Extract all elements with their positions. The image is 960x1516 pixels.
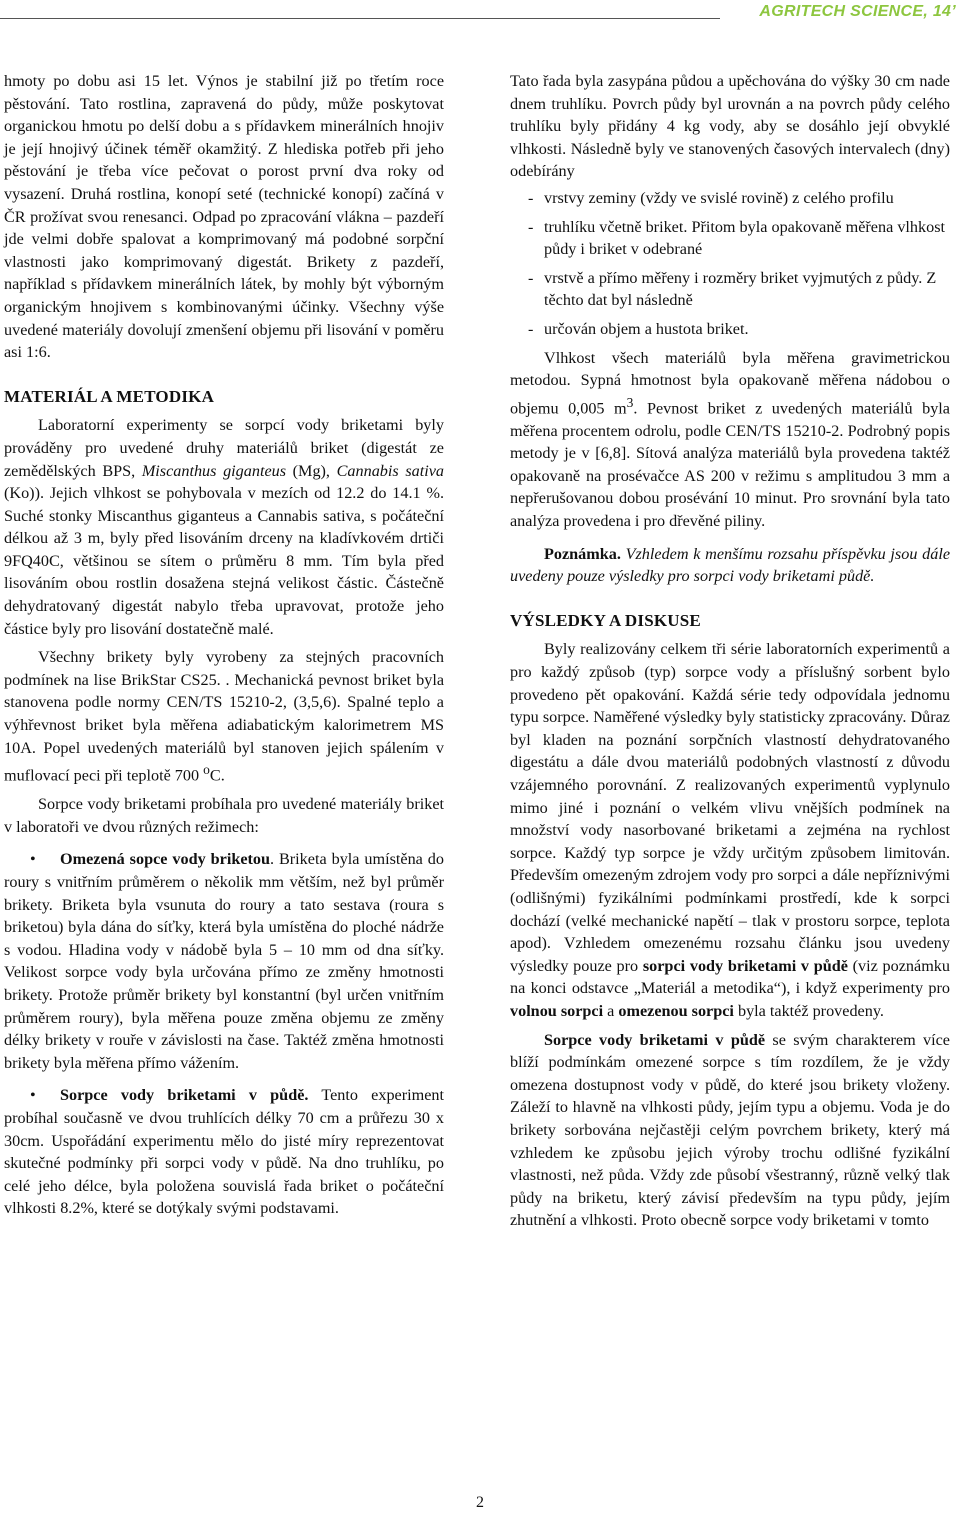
continuation-paragraph: Tato řada byla zasypána půdou a upěchována do výšky 30 cm nade dnem truhlíku. Povrch půdy byl urovnán a na povrch půdy celého truhlíku byly přidány 4 kg vody, aby se dosáhlo její obvyklé vlhkosti. Následně byly ve stanovených časových intervalech (dny) odebírány [510, 72, 950, 181]
dash-icon: - [528, 268, 534, 287]
list-item-text: vrstvy zeminy (vždy ve svislé rovině) z celého profilu [544, 188, 894, 207]
page-number: 2 [476, 1494, 484, 1511]
text-run: . Pevnost briket z uvedených materiálů byla měřena procentem odrolu, podle CEN/TS 15210-2. Podrobný popis metody je v [6,8]. Sítová analýza materiálů byla provedena taktéž opakovaně na prosévačce AS 200 v režimu s amplitudou 3 mm a nepřerušovanou dobou prosévání 10 minut. Pro srovnání byla tato analýza provedena i pro dřevěné piliny. [510, 399, 950, 531]
results-paragraph-1 [510, 638, 950, 1022]
bullet-icon: • [30, 1086, 36, 1105]
text-run: Laboratorní experimenty se sorpcí vody briketami byly prováděny pro uvedené druhy materiálů briket (digestát ze zemědělských BPS, [4, 416, 444, 480]
bullet-text: Tento experiment probíhal současně ve dvou truhlících délky 70 cm a průřezu 30 x 30cm. Uspořádání experimentu mělo do jisté míry reprezentovat skutečné podmínky při sorpci vody v půdě. Na dno truhlíku, po celé jeho délce, byla položena souvislá řada briket o počáteční vlhkosti 8.2%, které se dotýkaly svými podstavami. [4, 1086, 444, 1218]
list-item-text: truhlíku včetně briket. Přitom byla opakovaně měřena vlhkost půdy i briket v odebrané [544, 217, 945, 259]
text-run: Byly realizovány celkem tři série laboratorních experimentů a pro každý způsob (typ) sorpce vody a příslušný sorbent bylo provedeno pět opakování. Každá série tedy odpovídala jednomu typu sorpce. Naměřené výsledky byly statisticky zpracovány. Důraz byl kladen na poznání sorpčních vlastností dehydratovaného digestátu a dále dvou materiálů podobných vlastností z důvodu vzájemného porovnání. Z realizovaných experimentů vyplynulo mimo jiné i poznání o velkém vlivu vnějších podmínek na množství vody nasorbované briketami a zejména na rychlost sorpce. Každý typ sorpce je vždy určitým způsobem limitován. Především omezeným zdrojem vody pro sorpci a dále nepříznivými (odlišnými) fyzikálními podmínkami prostředí, kde k sorpci dochází (velké mechanické napětí – tlak v prostoru sorpce, teplota apod). Vzhledem omezenému rozsahu článku jsou uvedeny výsledky pouze pro [510, 640, 950, 975]
brand-suffix: ’ [951, 3, 956, 20]
text-run: (Mg), [286, 461, 337, 480]
list-item-text: určován objem a hustota briket. [544, 319, 749, 338]
note-text: Vzhledem k menšímu rozsahu příspěvku jsou dále uvedeny pouze výsledky pro sorpci vody briketami půdě. [510, 544, 950, 586]
bold-run: Sorpce vody briketami v půdě [544, 1030, 766, 1049]
methods-paragraph-2 [4, 646, 444, 787]
brand-science: SCIENCE, 14 [845, 3, 952, 20]
sampling-list [510, 187, 950, 341]
text-run: a [603, 1001, 619, 1020]
text-run: (Ko)). Jejich vlhkost se pohybovala v mezích od 12.2 do 14.1 %. Suché stonky Miscanthus giganteus a Cannabis sativa, s počáteční délkou až 3 m, byly před lisováním drceny na kladívkovém drtiči 9FQ40C, většinou se sítem o průměru 8 mm. Tím byla před lisováním obou rostlin dosažena stejná velikost částic. Částečně dehydratovaný digestát nabylo třeba upravovat, protože jeho částice byly pro lisování dostatečně malé. [4, 484, 444, 638]
bullet-icon: • [30, 850, 36, 869]
header-rule [0, 18, 720, 19]
bullet-item-soil-sorption [4, 1084, 444, 1220]
list-item-text: vrstvě a přímo měřeny i rozměry briket vyjmutých z půdy. Z těchto dat byl následně [544, 268, 937, 310]
text-run: Všechny brikety byly vyrobeny za stejných pracovních podmínek na lise BrikStar CS25. . Mechanická pevnost briket byla stanovena podle normy CEN/TS 15210-2, (3,5,6). Spalné teplo a výhřevnost briket byla měřena adiabatickým kalorimetrem MS 10A. Popel uvedených materiálů byl stanoven jejich spálením v muflovací peci při teplotě 700 [4, 648, 444, 785]
bold-run: volnou sorpci [510, 1001, 604, 1020]
methods-paragraph-3: Sorpce vody briketami probíhala pro uvedené materiály briket v laboratoři ve dvou různých režimech: [4, 795, 444, 836]
species-cannabis: Cannabis sativa [336, 461, 444, 480]
bold-run: omezenou sorpci [618, 1001, 734, 1020]
bullet-title: Omezená sopce vody briketou [60, 850, 270, 869]
superscript-3: 3 [626, 394, 634, 410]
list-item [510, 267, 950, 312]
intro-paragraph: hmoty po dobu asi 15 let. Výnos je stabilní již po třetím roce pěstování. Tato rostlina, zapravená do půdy, může poskytovat organickou hmotu po delší dobu a s přídavkem minerálních hnojiv je její hnojivý účinek téměř okamžitý. Z hlediska potřeb při jeho pěstování je třeba více pečovat o porost první dva roky od vysazení. Druhá rostlina, konopí seté (technické konopí) začíná v ČR prožívat svou renesanci. Odpad po zpracování vlákna – pazdeří jde velmi dobře spalovat a komprimovaný má podobné sorpční vlastnosti jako komprimovaný digestát. Brikety z pazdeří, například s přídavkem minerálních látek, by mohly být výborným organickým hnojivem s kombinovanými účinky. Všechny výše uvedené materiály dovolují zmenšení objemu při lisování v poměru asi 1:6. [4, 72, 444, 362]
note-paragraph [510, 543, 950, 588]
brand-agri: AGRI [759, 3, 801, 20]
methods-paragraph-4 [510, 347, 950, 533]
list-item [510, 318, 950, 341]
text-run: byla taktéž provedeny. [733, 1001, 884, 1020]
results-paragraph-2 [510, 1029, 950, 1232]
left-column [4, 70, 444, 1220]
section-heading-methods: MATERIÁL A METODIKA [4, 386, 215, 406]
degree-symbol: o [203, 762, 210, 778]
note-label: Poznámka. [544, 544, 621, 563]
species-miscanthus: Miscanthus giganteus [141, 461, 287, 480]
running-header [0, 0, 960, 32]
text-run: se svým charakterem více blíží podmínkám omezené sorpce s tím rozdílem, že je vždy omezena dostupnost vody v půdě, do které jsou brikety vloženy. Záleží to hlavně na vlhkosti půdy, jejím typu a objemu. Voda je do brikety sorbována nejčastěji celým povrchem brikety, který má vzhledem ke způsobu jejich výroby trochu odlišné fyzikální vlastnosti, než půda. Vždy zde působí všestranný, různě velký tlak půdy na briketu, který závisí především na typu půdy, jejím zhutnění a vlhkosti. Proto obecně sorpce vody briketami v tomto [510, 1030, 950, 1230]
list-item [510, 216, 950, 261]
dash-icon: - [528, 188, 534, 207]
text-run: Vlhkost všech materiálů byla měřena gravimetrickou metodou. Sypná hmotnost byla opakovaně měřena nádobou o objemu 0,005 m [510, 348, 950, 418]
section-heading-results: VÝSLEDKY A DISKUSE [510, 610, 701, 630]
dash-icon: - [528, 217, 534, 236]
bullet-item-limited-sorption [4, 848, 444, 1074]
right-column [510, 70, 950, 1232]
bullet-title: Sorpce vody briketami v půdě. [60, 1086, 309, 1105]
methods-paragraph-1 [4, 414, 444, 640]
bold-run: sorpci vody briketami v půdě [642, 956, 848, 975]
bullet-text: . Briketa byla umístěna do roury s vnitřním průměrem o několik mm větším, než byl průměr brikety. Briketa byla vsunuta do roury a tato sestava (roura s briketou) byla dána do síťky, která byla umístěna do ploché nádrže s vodou. Hladina vody v nádobě byla 5 – 10 mm od dna síťky. Velikost sorpce vody byla určována přímo ze změny hmotnosti brikety. Protože průměr brikety byl konstantní (byl určen vnitřním průměrem roury), byla měřena pouze změna objemu ze změny délky brikety v rouře v závislosti na čase. Taktéž změna hmotnosti brikety byla měřena přímo vážením. [4, 850, 444, 1072]
list-item [510, 187, 950, 210]
text-run: (viz poznámku na konci odstavce „Materiál a metodika“), i když experimenty pro [510, 956, 950, 998]
text-run: C. [209, 766, 225, 785]
dash-icon: - [528, 319, 534, 338]
brand-tech: TECH [800, 3, 846, 20]
journal-title [759, 3, 956, 21]
